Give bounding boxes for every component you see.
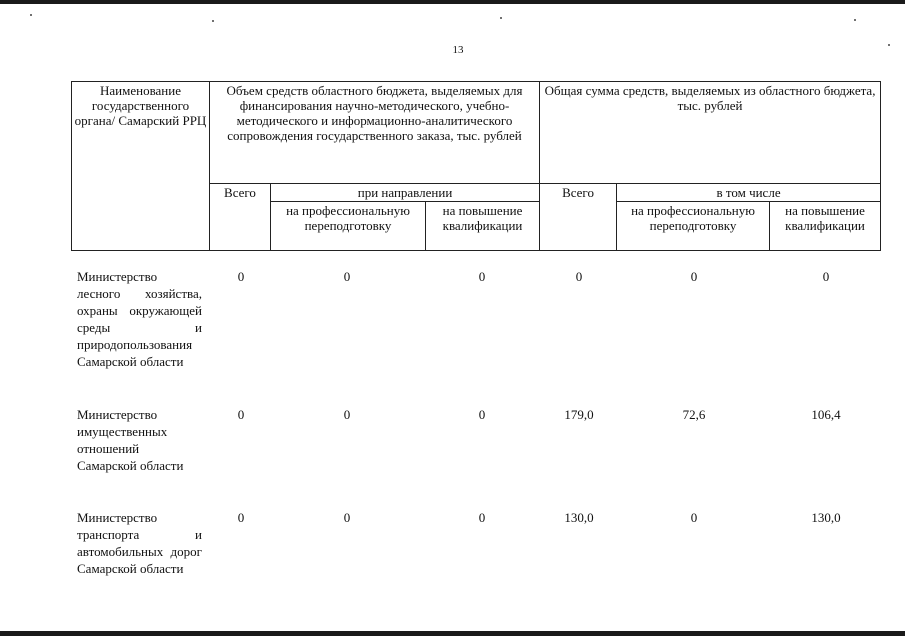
header-retraining-1: на профессиональную переподготовку	[271, 202, 426, 251]
org-name: Министерство имущественных отношений Самарской области	[77, 407, 184, 473]
value-retraining-1: 0	[343, 407, 351, 422]
value-total-1: 0	[237, 269, 245, 284]
org-name: Министерство лесного хозяйства, охраны окружающей среды и природопользования Самарской области	[77, 269, 202, 369]
value-total-2: 179,0	[564, 407, 594, 422]
scan-speck	[854, 19, 856, 21]
scan-speck	[212, 20, 214, 22]
value-total-2: 0	[575, 269, 583, 284]
header-group-total-funds: Общая сумма средств, выделяемых из областного бюджета, тыс. рублей	[540, 82, 881, 184]
page-number: 13	[452, 44, 464, 56]
value-qualification-2: 0	[822, 269, 830, 284]
value-qualification-2: 130,0	[811, 510, 841, 525]
header-total-1: Всего	[210, 184, 271, 251]
header-qualification-1: на повышение квалификации	[426, 202, 540, 251]
header-by-direction: при направлении	[271, 184, 540, 202]
org-name: Министерство транспорта и автомобильных дорог Самарской области	[77, 510, 202, 576]
value-qualification-1: 0	[478, 407, 486, 422]
scan-bottom-edge	[0, 631, 905, 636]
value-qualification-1: 0	[478, 510, 486, 525]
header-group-methodical: Объем средств областного бюджета, выделяемых для финансирования научно-методического, учебно-методического и информационно-аналитического сопровождения государственного заказа, тыс. рублей	[210, 82, 540, 184]
value-total-1: 0	[237, 510, 245, 525]
value-retraining-2: 72,6	[682, 407, 706, 422]
header-qualification-2: на повышение квалификации	[770, 202, 881, 251]
header-including: в том числе	[617, 184, 881, 202]
header-org: Наименование государственного органа/ Самарский РРЦ	[72, 82, 210, 251]
value-retraining-1: 0	[343, 510, 351, 525]
value-total-2: 130,0	[564, 510, 594, 525]
header-retraining-2: на профессиональную переподготовку	[617, 202, 770, 251]
scan-top-edge	[0, 0, 905, 4]
value-qualification-2: 106,4	[811, 407, 841, 422]
value-qualification-1: 0	[478, 269, 486, 284]
scan-speck	[30, 14, 32, 16]
scan-speck	[888, 44, 890, 46]
header-total-2: Всего	[540, 184, 617, 251]
value-retraining-2: 0	[690, 269, 698, 284]
scan-speck	[500, 17, 502, 19]
value-retraining-1: 0	[343, 269, 351, 284]
value-retraining-2: 0	[690, 510, 698, 525]
budget-table-header	[71, 81, 881, 251]
value-total-1: 0	[237, 407, 245, 422]
